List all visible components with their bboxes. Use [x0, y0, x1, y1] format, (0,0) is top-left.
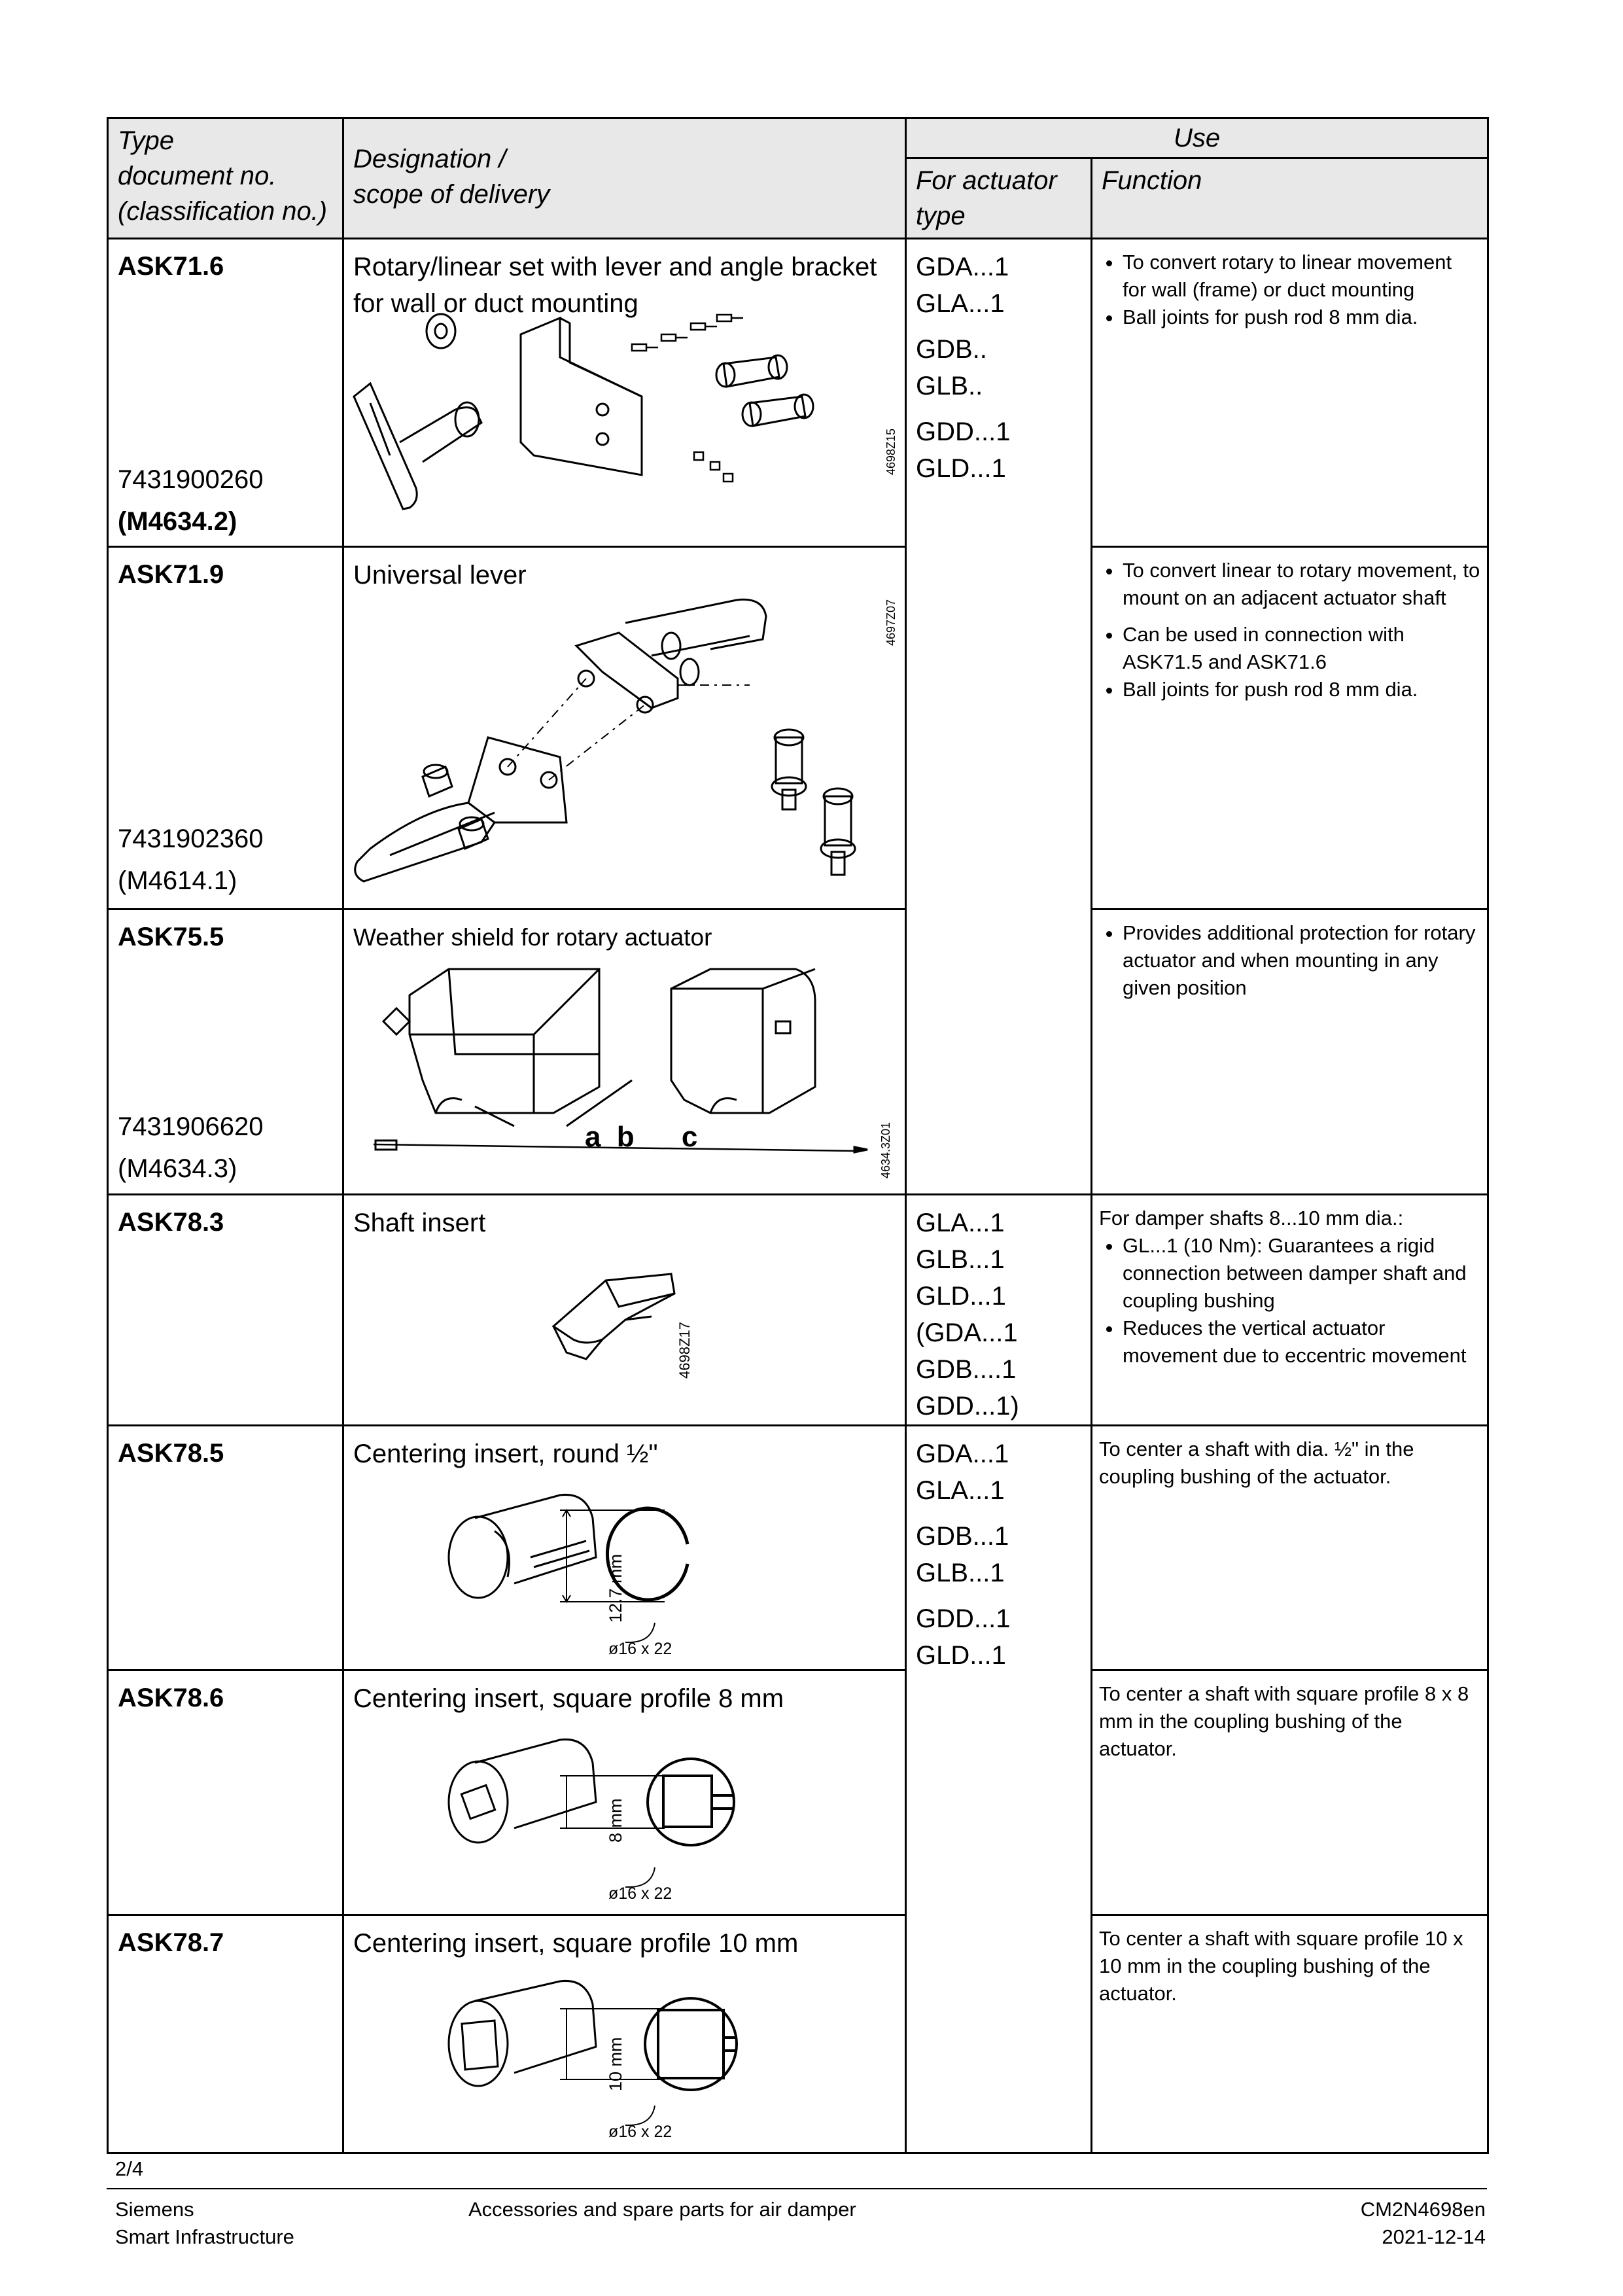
- doc-number: 7431902360: [118, 824, 264, 853]
- function-cell: [1092, 239, 1488, 547]
- actuator-type: GDA...1: [916, 1439, 1009, 1468]
- header-type-line3: (classification no.): [118, 197, 328, 226]
- weather-shield-illustration: [344, 949, 904, 1192]
- type-code: ASK78.6: [118, 1684, 224, 1712]
- type-cell: [108, 1915, 343, 2153]
- header-function: Function: [1092, 158, 1488, 239]
- function-cell: [1092, 910, 1488, 1195]
- header-designation-line2: scope of delivery: [353, 180, 550, 209]
- function-intro: For damper shafts 8...10 mm dia.:: [1099, 1207, 1404, 1229]
- type-cell: [108, 1426, 343, 1670]
- function-cell: [1092, 1195, 1488, 1426]
- footer-division: Smart Infrastructure: [115, 2225, 294, 2248]
- class-number: (M4634.2): [118, 507, 237, 536]
- header-type-line1: Type: [118, 126, 174, 155]
- footer-divider: [107, 2188, 1487, 2189]
- actuator-type: GDB..: [916, 335, 987, 364]
- class-number: (M4634.3): [118, 1154, 237, 1183]
- actuator-type: (GDA...1: [916, 1318, 1018, 1347]
- table-row: [108, 1195, 1488, 1426]
- actuator-type: GDD...1): [916, 1392, 1019, 1421]
- header-designation: [343, 118, 906, 239]
- function-text: To center a shaft with square profile 10 x 10 mm in the coupling bushing of the actuator.: [1099, 1927, 1463, 2005]
- diameter-label: ø16 x 22: [608, 2123, 672, 2141]
- type-cell: [108, 910, 343, 1195]
- function-item: • To convert rotary to linear movement for wall (frame) or duct mounting: [1123, 249, 1480, 304]
- dimension-label: 8 mm: [606, 1798, 625, 1843]
- function-cell: [1092, 1915, 1488, 2153]
- actuator-type: GLB...1: [916, 1245, 1005, 1274]
- figure-code: 4697Z07: [884, 599, 898, 646]
- actuator-type: GLD...1: [916, 1282, 1006, 1311]
- rotary-linear-set-illustration: [344, 305, 904, 547]
- type-code: ASK75.5: [118, 923, 224, 951]
- actuator-type: GDA...1: [916, 253, 1009, 281]
- function-item: • Ball joints for push rod 8 mm dia.: [1123, 304, 1480, 331]
- designation-cell: [343, 1195, 906, 1426]
- footer-title: Accessories and spare parts for air damper: [468, 2198, 856, 2221]
- designation-line1: Rotary/linear set with lever and angle bracket: [353, 253, 877, 281]
- function-item: • Reduces the vertical actuator movement due to eccentric movement: [1123, 1315, 1480, 1369]
- function-item: • Can be used in connection with ASK71.5 and ASK71.6: [1123, 621, 1480, 676]
- actuator-type: GLB...1: [916, 1559, 1005, 1587]
- type-cell: [108, 1670, 343, 1915]
- designation-cell: [343, 1670, 906, 1915]
- actuator-type: GLA...1: [916, 1476, 1005, 1505]
- dimension-label: 10 mm: [606, 2037, 625, 2091]
- designation-cell: [343, 1915, 906, 2153]
- designation-line1: Centering insert, square profile 8 mm: [353, 1684, 784, 1713]
- label-a: a: [585, 1121, 605, 1153]
- type-code: ASK71.6: [118, 252, 224, 281]
- header-actuator-line1: For actuator: [916, 166, 1057, 195]
- figure-code: 4634.3Z01: [879, 1122, 892, 1178]
- label-c: c: [681, 1121, 702, 1153]
- actuator-type: GLA...1: [916, 1209, 1005, 1237]
- figure-code: 4698Z15: [884, 428, 898, 475]
- doc-number: 7431906620: [118, 1112, 264, 1141]
- type-code: ASK78.3: [118, 1208, 224, 1237]
- class-number: (M4614.1): [118, 866, 237, 895]
- actuator-cell: [906, 239, 1092, 1195]
- actuator-type: GLB..: [916, 372, 983, 400]
- type-cell: [108, 547, 343, 910]
- function-text: To center a shaft with square profile 8 x 8 mm in the coupling bushing of the actuator.: [1099, 1682, 1469, 1760]
- table-row: [108, 1426, 1488, 1670]
- universal-lever-illustration: [344, 587, 904, 908]
- header-actuator: [906, 158, 1092, 239]
- footer-company: Siemens: [115, 2198, 194, 2221]
- function-cell: [1092, 1670, 1488, 1915]
- header-actuator-line2: type: [916, 202, 966, 230]
- diameter-label: ø16 x 22: [608, 1640, 672, 1658]
- type-code: ASK71.9: [118, 560, 224, 589]
- type-code: ASK78.5: [118, 1439, 224, 1468]
- type-cell: [108, 239, 343, 547]
- function-item: • Ball joints for push rod 8 mm dia.: [1123, 676, 1480, 703]
- actuator-type: GLA...1: [916, 289, 1005, 318]
- function-item: • GL...1 (10 Nm): Guarantees a rigid connection between damper shaft and coupling bushing: [1123, 1232, 1480, 1315]
- actuator-type: GLD...1: [916, 454, 1006, 483]
- actuator-type: GDD...1: [916, 417, 1011, 446]
- header-type-line2: document no.: [118, 162, 277, 190]
- designation-line1: Centering insert, round ½": [353, 1439, 658, 1468]
- footer-date: 2021-12-14: [1382, 2225, 1486, 2248]
- figure-code: 4698Z17: [676, 1322, 693, 1379]
- accessories-table: [107, 117, 1489, 2154]
- doc-number: 7431900260: [118, 465, 264, 494]
- designation-cell: [343, 547, 906, 910]
- shield-labels: [585, 1121, 701, 1154]
- designation-line2: for wall or duct mounting: [353, 289, 638, 318]
- function-text: To center a shaft with dia. ½" in the coupling bushing of the actuator.: [1099, 1438, 1414, 1488]
- footer-doc-id: CM2N4698en: [1360, 2198, 1486, 2221]
- label-b: b: [616, 1121, 638, 1153]
- function-item: • Provides additional protection for rotary actuator and when mounting in any given position: [1123, 919, 1480, 1002]
- designation-line1: Centering insert, square profile 10 mm: [353, 1929, 799, 1958]
- table-row: [108, 1670, 1488, 1915]
- type-cell: [108, 1195, 343, 1426]
- header-use: Use: [906, 118, 1488, 158]
- actuator-type: GDB....1: [916, 1355, 1017, 1384]
- dimension-label: 12.7 mm: [606, 1553, 625, 1623]
- diameter-label: ø16 x 22: [608, 1884, 672, 1903]
- actuator-type: GDD...1: [916, 1604, 1011, 1633]
- table-row: [108, 1915, 1488, 2153]
- actuator-type: GLD...1: [916, 1641, 1006, 1670]
- function-item: • To convert linear to rotary movement, to mount on an adjacent actuator shaft: [1123, 557, 1480, 612]
- table-row: [108, 239, 1488, 547]
- designation-cell: [343, 910, 906, 1195]
- designation-line1: Shaft insert: [353, 1209, 486, 1237]
- designation-cell: [343, 1426, 906, 1670]
- table-row: [108, 910, 1488, 1195]
- designation-line1: Weather shield for rotary actuator: [353, 924, 712, 951]
- actuator-cell: [906, 1195, 1092, 1426]
- actuator-cell: [906, 1426, 1092, 2153]
- header-designation-line1: Designation /: [353, 145, 506, 173]
- designation-line1: Universal lever: [353, 561, 527, 590]
- header-type: [108, 118, 343, 239]
- function-cell: [1092, 547, 1488, 910]
- function-cell: [1092, 1426, 1488, 1670]
- type-code: ASK78.7: [118, 1928, 224, 1957]
- actuator-type: GDB...1: [916, 1522, 1009, 1551]
- designation-cell: [343, 239, 906, 547]
- page-number: 2/4: [115, 2157, 144, 2180]
- table-row: [108, 547, 1488, 910]
